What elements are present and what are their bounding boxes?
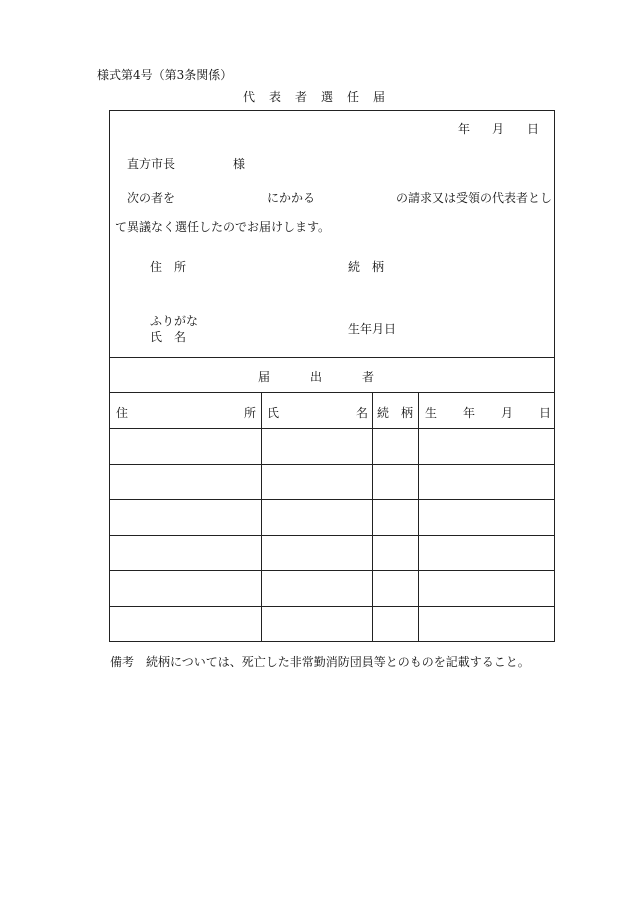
statement-line2: て異議なく選任したのでお届けします。: [115, 220, 331, 234]
date-day: 日: [527, 122, 540, 136]
table-row-line: [109, 499, 555, 500]
addressee-honorific: 様: [233, 157, 246, 171]
form-number: 様式第4号（第3条関係）: [97, 68, 233, 82]
column-line: [372, 392, 373, 642]
col-address-1: 住: [116, 406, 129, 420]
statement-part3: の請求又は受領の代表者とし: [396, 191, 553, 205]
column-line: [418, 392, 419, 642]
relation-label: 続 柄: [348, 260, 385, 274]
statement-part2: にかかる: [267, 191, 316, 205]
table-row-line: [109, 606, 555, 607]
addressee-name: 直方市長: [127, 157, 176, 171]
col-birth-1: 生: [425, 406, 438, 420]
col-birth-year: 年: [463, 406, 476, 420]
col-address-2: 所: [244, 406, 257, 420]
col-name-2: 名: [356, 406, 369, 420]
table-row-line: [109, 570, 555, 571]
column-line: [261, 392, 262, 642]
table-row-line: [109, 428, 555, 429]
date-month: 月: [492, 122, 505, 136]
page-title: 代 表 者 選 任 届: [243, 90, 387, 104]
table-row-line: [109, 464, 555, 465]
date-year: 年: [458, 122, 471, 136]
col-relation: 続 柄: [377, 406, 414, 420]
footnote: 備考 続柄については、死亡した非常勤消防団員等とのものを記載すること。: [110, 655, 530, 669]
table-row-line: [109, 535, 555, 536]
col-name-1: 氏: [267, 406, 280, 420]
furigana-label: ふりがな: [150, 314, 199, 328]
statement-part1: 次の者を: [127, 191, 176, 205]
col-birth-month: 月: [501, 406, 514, 420]
col-birth-day: 日: [539, 406, 552, 420]
divider-header-top: [109, 392, 555, 393]
address-label: 住 所: [150, 260, 187, 274]
divider-applicants: [109, 357, 555, 358]
birthdate-label: 生年月日: [348, 322, 397, 336]
name-label: 氏 名: [150, 330, 187, 344]
applicants-heading: 届 出 者: [258, 370, 376, 384]
